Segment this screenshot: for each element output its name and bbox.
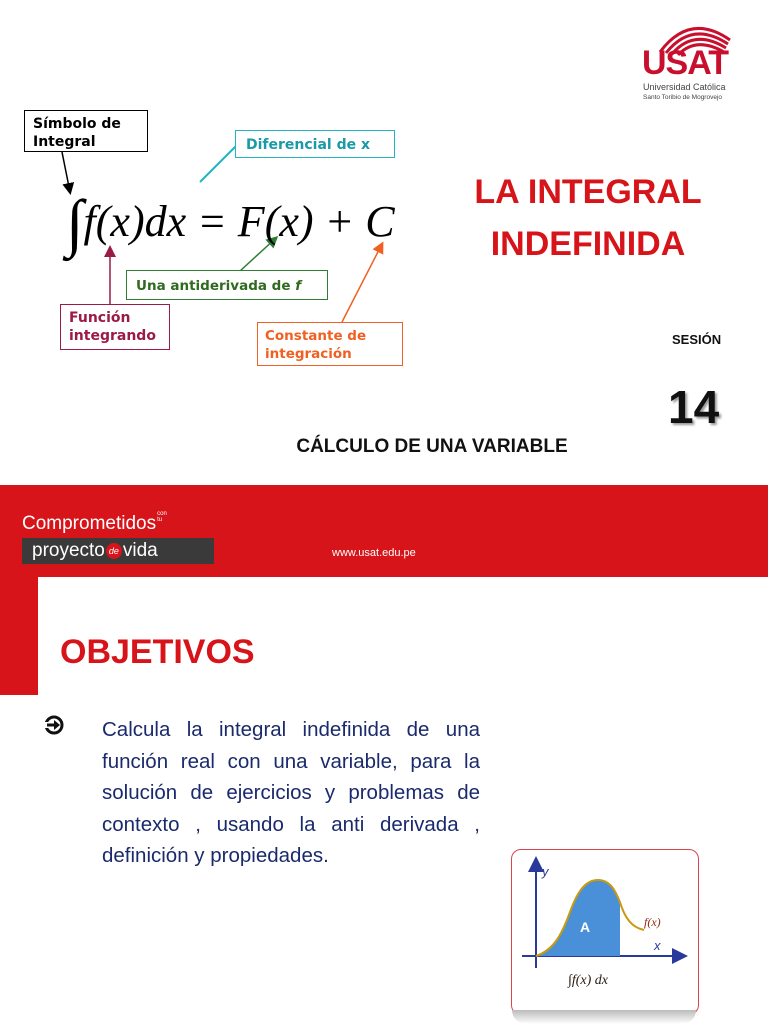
integral-graph-card [511, 849, 699, 1015]
website-url[interactable]: www.usat.edu.pe [332, 547, 416, 559]
banner-slogan-top [22, 513, 167, 535]
funcion-integrando-label: Función integrando [60, 304, 170, 350]
integral-sign-icon: ∫ [66, 187, 84, 258]
slogan-de-badge: de [106, 543, 122, 559]
banner-slogan-bottom [32, 538, 158, 564]
title-line-1: LA INTEGRAL [474, 173, 702, 211]
slogan-small-tu: tu [157, 517, 163, 523]
slogan-small-con: con [157, 511, 167, 517]
slogan-small [157, 511, 167, 523]
sesion-number: 14 [668, 381, 720, 433]
slide-title [440, 166, 736, 270]
usat-logo [640, 18, 740, 101]
graph-card-shadow [512, 1010, 696, 1024]
antiderivada-text: Una antiderivada de [136, 278, 291, 294]
logo-subtitle-2: Santo Toribio de Mogrovejo [643, 94, 723, 101]
integral-label: ∫f(x) dx [568, 973, 608, 988]
title-slide [0, 0, 768, 485]
objetivos-title: OBJETIVOS [60, 633, 255, 671]
red-side-bar [0, 577, 38, 695]
arrow-constante [342, 244, 382, 322]
sesion-label: SESIÓN [672, 332, 722, 347]
line-diferencial [200, 144, 238, 182]
logo-subtitle-1: Universidad Católica [643, 82, 726, 92]
red-banner [0, 485, 768, 577]
slogan-proyecto: proyecto [32, 540, 105, 561]
objetivo-text: Calcula la integral indefinida de una función real con una variable, para la solución de ejercicios y problemas de contexto , usando la anti derivada , definición y propiedades. [102, 718, 480, 867]
diferencial-label: Diferencial de x [235, 130, 395, 158]
antiderivada-var: f [295, 278, 302, 294]
title-line-2: INDEFINIDA [490, 225, 686, 263]
area-label: A [580, 919, 591, 935]
integral-formula [66, 178, 395, 258]
objectives-slide [0, 577, 768, 1024]
slogan-word: Comprometidos [22, 513, 157, 534]
logo-name: USAT [642, 44, 729, 82]
curve-label: f(x) [644, 915, 661, 929]
shaded-area [536, 880, 620, 956]
simbolo-integral-label: Símbolo de Integral [24, 110, 148, 152]
formula-body: f(x)dx = F(x) + C [83, 197, 395, 246]
y-axis-label: y [542, 864, 549, 879]
x-axis-label: x [654, 938, 661, 953]
slogan-vida: vida [122, 540, 158, 561]
constante-integracion-label: Constante de integración [257, 322, 403, 366]
course-subtitle: CÁLCULO DE UNA VARIABLE [296, 436, 568, 457]
antiderivada-label [126, 270, 328, 300]
arrow-circle-right-icon [44, 714, 66, 736]
integral-area-graph [512, 850, 698, 1014]
